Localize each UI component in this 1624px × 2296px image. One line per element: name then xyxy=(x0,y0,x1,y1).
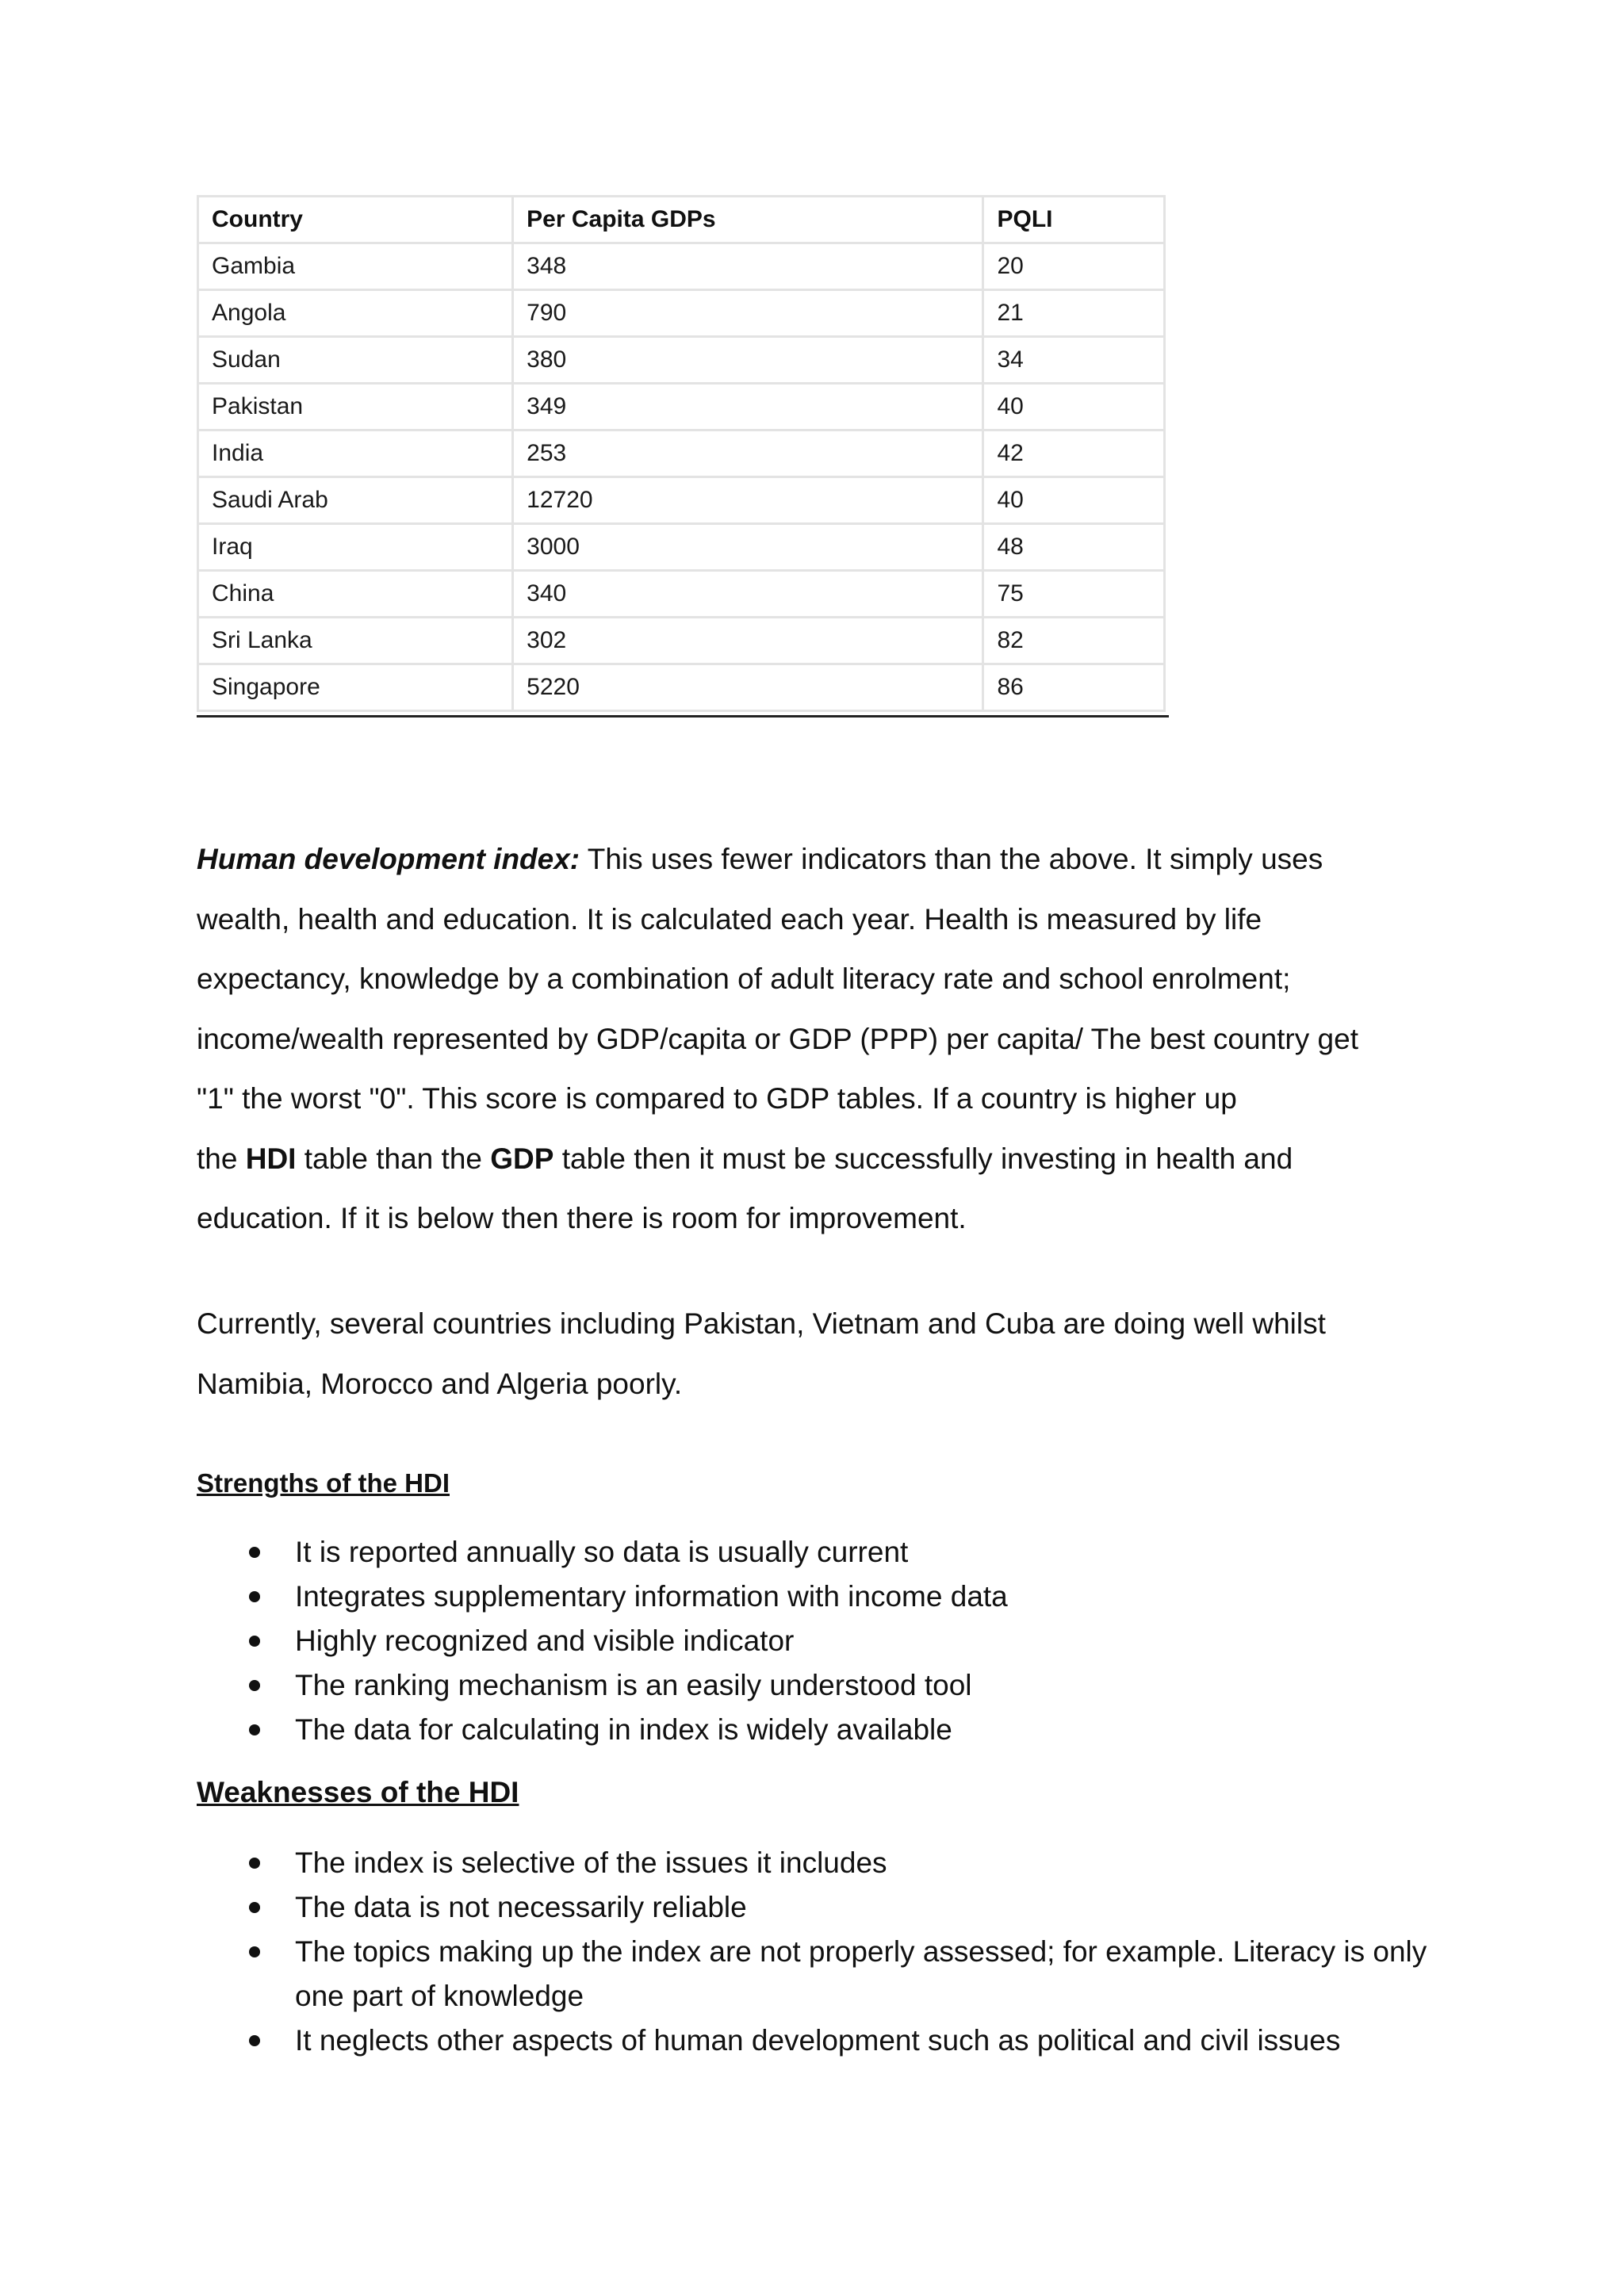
cell-country: Gambia xyxy=(198,243,513,290)
bullet-icon xyxy=(249,1591,260,1602)
cell-pqli: 48 xyxy=(983,524,1165,571)
cell-country: Sri Lanka xyxy=(198,618,513,664)
list-item xyxy=(197,1708,1434,1752)
cell-gdp: 790 xyxy=(513,290,983,337)
list-item-text: It is reported annually so data is usually current xyxy=(295,1536,909,1568)
cell-gdp: 253 xyxy=(513,430,983,477)
cell-pqli: 34 xyxy=(983,337,1165,384)
list-item xyxy=(197,1930,1434,2019)
list-item-text: The topics making up the index are not properly assessed; for example. Literacy is only one part of knowledge xyxy=(295,1935,1427,2012)
table-row xyxy=(198,290,1165,337)
cell-pqli: 75 xyxy=(983,571,1165,618)
cell-pqli: 42 xyxy=(983,430,1165,477)
paragraph-line xyxy=(197,829,1434,890)
header-pqli: PQLI xyxy=(983,197,1165,243)
cell-gdp: 302 xyxy=(513,618,983,664)
list-item-text: The index is selective of the issues it includes xyxy=(295,1846,887,1879)
paragraph-text: table then it must be successfully investing in health and xyxy=(553,1142,1293,1175)
header-country: Country xyxy=(198,197,513,243)
paragraph-text: This uses fewer indicators than the above. It simply uses xyxy=(580,843,1323,875)
bullet-icon xyxy=(249,1636,260,1647)
cell-country: China xyxy=(198,571,513,618)
table-row xyxy=(198,524,1165,571)
cell-gdp: 348 xyxy=(513,243,983,290)
bullet-icon xyxy=(249,1902,260,1913)
list-item-text: Integrates supplementary information with income data xyxy=(295,1580,1008,1613)
cell-country: India xyxy=(198,430,513,477)
gdp-bold: GDP xyxy=(490,1142,554,1175)
paragraph-text: table than the xyxy=(296,1142,491,1175)
table-row xyxy=(198,430,1165,477)
paragraph-line: wealth, health and education. It is calculated each year. Health is measured by life xyxy=(197,902,1262,936)
list-item xyxy=(197,1885,1434,1930)
cell-gdp: 3000 xyxy=(513,524,983,571)
table-row xyxy=(198,664,1165,711)
bullet-icon xyxy=(249,1547,260,1558)
cell-pqli: 21 xyxy=(983,290,1165,337)
list-item-text: Highly recognized and visible indicator xyxy=(295,1624,795,1657)
cell-country: Sudan xyxy=(198,337,513,384)
cell-pqli: 20 xyxy=(983,243,1165,290)
bullet-icon xyxy=(249,2035,260,2046)
cell-country: Singapore xyxy=(198,664,513,711)
pqli-table-container xyxy=(197,195,1169,718)
list-item xyxy=(197,1575,1434,1619)
table-row xyxy=(198,477,1165,524)
paragraph-line: expectancy, knowledge by a combination of adult literacy rate and school enrolment; xyxy=(197,962,1291,995)
table-row xyxy=(198,384,1165,430)
cell-country: Pakistan xyxy=(198,384,513,430)
cell-gdp: 380 xyxy=(513,337,983,384)
current-paragraph xyxy=(197,1294,1434,1414)
paragraph-line: Namibia, Morocco and Algeria poorly. xyxy=(197,1367,683,1400)
cell-pqli: 40 xyxy=(983,477,1165,524)
paragraph-line xyxy=(197,1129,1434,1189)
header-per-capita-gdp: Per Capita GDPs xyxy=(513,197,983,243)
cell-gdp: 12720 xyxy=(513,477,983,524)
list-item-text: The data for calculating in index is widely available xyxy=(295,1713,952,1746)
bullet-icon xyxy=(249,1680,260,1691)
weaknesses-heading: Weaknesses of the HDI xyxy=(197,1776,519,1808)
list-item xyxy=(197,1530,1434,1575)
list-item xyxy=(197,1841,1434,1885)
hdi-term: Human development index: xyxy=(197,843,580,875)
cell-country: Iraq xyxy=(198,524,513,571)
list-item xyxy=(197,2019,1434,2063)
cell-country: Angola xyxy=(198,290,513,337)
table-row xyxy=(198,571,1165,618)
cell-pqli: 86 xyxy=(983,664,1165,711)
paragraph-text: the xyxy=(197,1142,246,1175)
cell-country: Saudi Arab xyxy=(198,477,513,524)
cell-gdp: 5220 xyxy=(513,664,983,711)
table-header-row xyxy=(198,197,1165,243)
bullet-icon xyxy=(249,1858,260,1869)
bullet-icon xyxy=(249,1946,260,1957)
paragraph-line: "1" the worst "0". This score is compared to GDP tables. If a country is higher up xyxy=(197,1082,1237,1115)
weaknesses-list xyxy=(197,1841,1434,2063)
bullet-icon xyxy=(249,1724,260,1735)
hdi-bold: HDI xyxy=(245,1142,297,1175)
cell-gdp: 340 xyxy=(513,571,983,618)
paragraph-line: income/wealth represented by GDP/capita or GDP (PPP) per capita/ The best country get xyxy=(197,1022,1358,1055)
table-row xyxy=(198,618,1165,664)
list-item xyxy=(197,1663,1434,1708)
pqli-table xyxy=(197,195,1166,712)
paragraph-line: Currently, several countries including Pakistan, Vietnam and Cuba are doing well whilst xyxy=(197,1307,1326,1340)
list-item-text: The ranking mechanism is an easily understood tool xyxy=(295,1669,972,1701)
strengths-heading: Strengths of the HDI xyxy=(197,1468,450,1498)
paragraph-line: education. If it is below then there is room for improvement. xyxy=(197,1202,967,1234)
cell-pqli: 82 xyxy=(983,618,1165,664)
table-row xyxy=(198,243,1165,290)
list-item-text: It neglects other aspects of human development such as political and civil issues xyxy=(295,2024,1341,2057)
list-item xyxy=(197,1619,1434,1663)
table-row xyxy=(198,337,1165,384)
cell-gdp: 349 xyxy=(513,384,983,430)
hdi-paragraph xyxy=(197,829,1434,1249)
list-item-text: The data is not necessarily reliable xyxy=(295,1891,747,1923)
strengths-list xyxy=(197,1530,1434,1752)
cell-pqli: 40 xyxy=(983,384,1165,430)
